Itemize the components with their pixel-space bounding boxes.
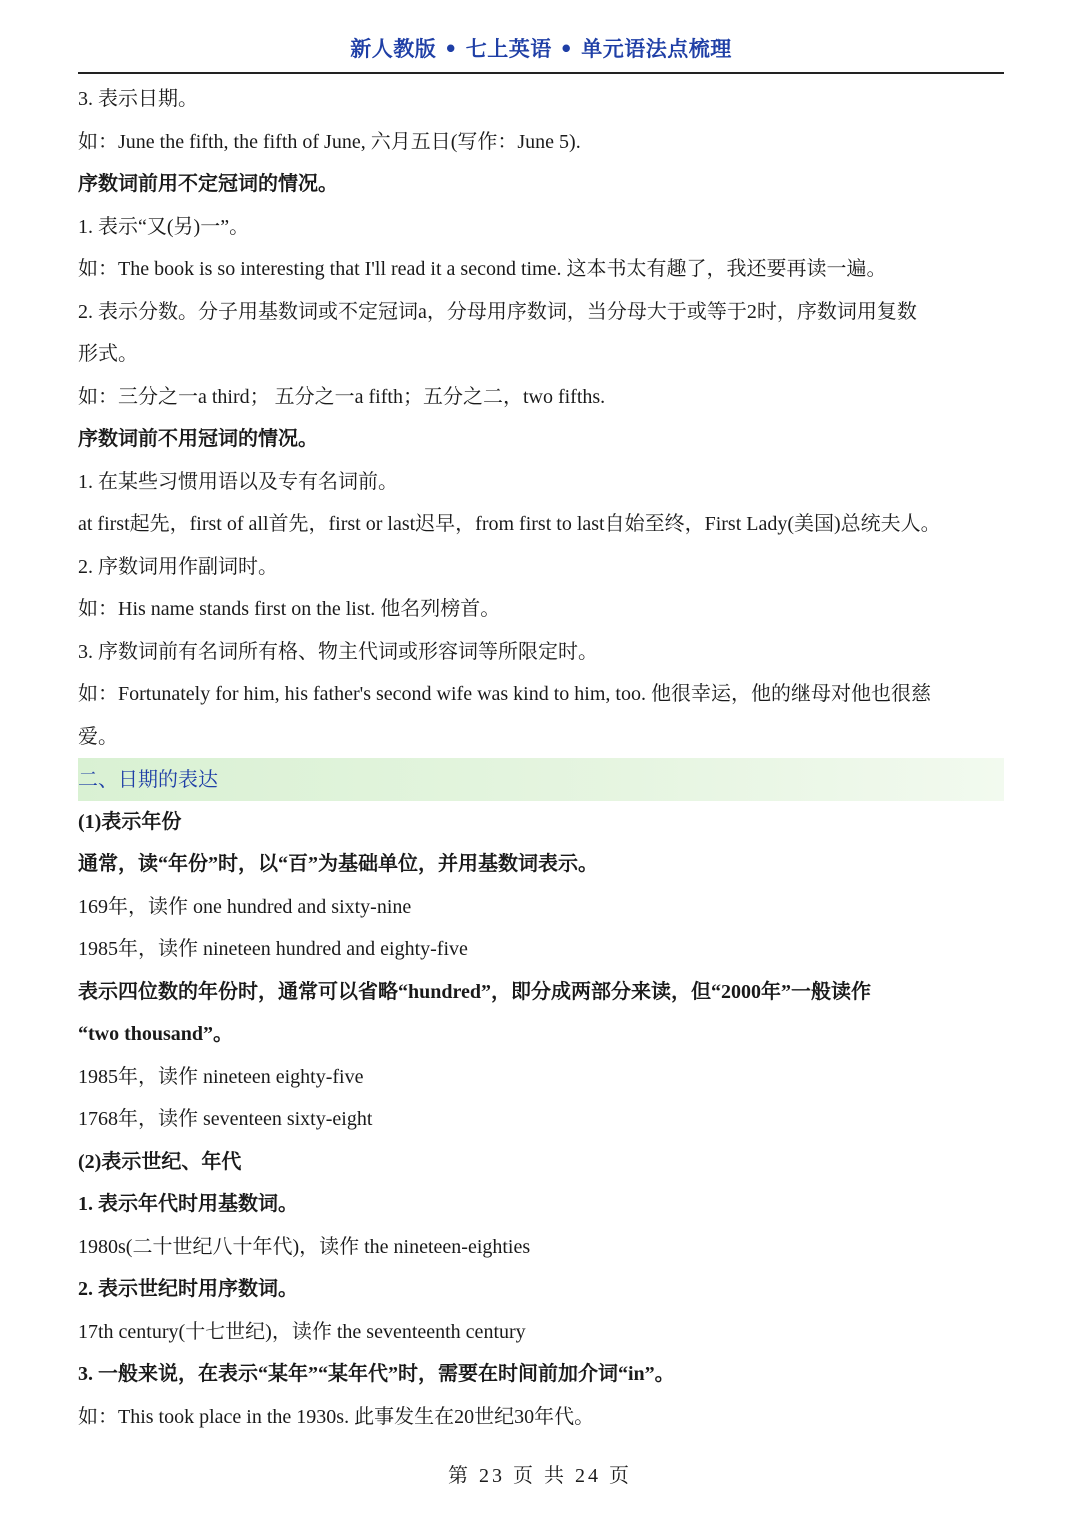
page-footer xyxy=(0,1458,1080,1494)
text-line: 1985年，读作 nineteen eighty-five xyxy=(78,1065,364,1088)
subheading: “two thousand”。 xyxy=(78,1023,234,1045)
text-line: 如：His name stands first on the list. 他名列榜首。 xyxy=(78,598,501,620)
subheading: 表示四位数的年份时，通常可以省略“hundred”，即分成两部分来读，但“2000年”一般读作 xyxy=(78,980,872,1003)
subheading: 1. 表示年代时用基数词。 xyxy=(78,1193,298,1215)
text-line: 1980s(二十世纪八十年代)，读作 the nineteen-eighties xyxy=(78,1235,531,1258)
text-line: 如：June the fifth, the fifth of June, 六月五日(写作：June 5). xyxy=(78,130,581,153)
text-line: 如：The book is so interesting that I'll read it a second time. 这本书太有趣了，我还要再读一遍。 xyxy=(78,258,887,280)
text-line: 1. 表示“又(另)一”。 xyxy=(78,215,250,238)
subheading: 3. 一般来说，在表示“某年”“某年代”时，需要在时间前加介词“in”。 xyxy=(78,1363,675,1385)
text-line: 2. 序数词用作副词时。 xyxy=(78,555,278,578)
text-line: 1985年，读作 nineteen hundred and eighty-five xyxy=(78,938,468,960)
text-line: 3. 序数词前有名词所有格、物主代词或形容词等所限定时。 xyxy=(78,640,598,663)
document-body xyxy=(78,78,1004,1438)
text-line: 形式。 xyxy=(78,343,138,365)
text-line: at first起先，first of all首先，first or last迟早，from first to last自始至终，First Lady(美国)总统夫人。 xyxy=(78,513,941,535)
text-line: 1. 在某些习惯用语以及专有名词前。 xyxy=(78,470,398,493)
subheading: 序数词前用不定冠词的情况。 xyxy=(78,173,338,195)
text-line: 17th century(十七世纪)，读作 the seventeenth century xyxy=(78,1320,526,1343)
section-heading: 二、日期的表达 xyxy=(78,758,1004,801)
subheading: 通常，读“年份”时，以“百”为基础单位，并用基数词表示。 xyxy=(78,853,598,875)
text-line: 2. 表示分数。分子用基数词或不定冠词a，分母用序数词，当分母大于或等于2时，序数词用复数 xyxy=(78,300,917,323)
text-line: 169年，读作 one hundred and sixty-nine xyxy=(78,895,412,918)
header-title: 新人教版 • 七上英语 • 单元语法点梳理 xyxy=(350,37,732,61)
subheading: (2)表示世纪、年代 xyxy=(78,1150,242,1173)
subheading: 2. 表示世纪时用序数词。 xyxy=(78,1278,298,1300)
page-header xyxy=(78,30,1004,74)
subheading: (1)表示年份 xyxy=(78,810,182,833)
text-line: 如：Fortunately for him, his father's second wife was kind to him, too. 他很幸运，他的继母对他也很慈 xyxy=(78,683,931,705)
text-line: 如：三分之一a third； 五分之一a fifth；五分之二，two fifths. xyxy=(78,385,606,408)
text-line: 3. 表示日期。 xyxy=(78,88,198,110)
text-line: 如：This took place in the 1930s. 此事发生在20世纪30年代。 xyxy=(78,1405,595,1428)
subheading: 序数词前不用冠词的情况。 xyxy=(78,428,318,450)
page-number: 第 23 页 共 24 页 xyxy=(448,1465,632,1487)
text-line: 爱。 xyxy=(78,725,118,748)
text-line: 1768年，读作 seventeen sixty-eight xyxy=(78,1108,373,1130)
